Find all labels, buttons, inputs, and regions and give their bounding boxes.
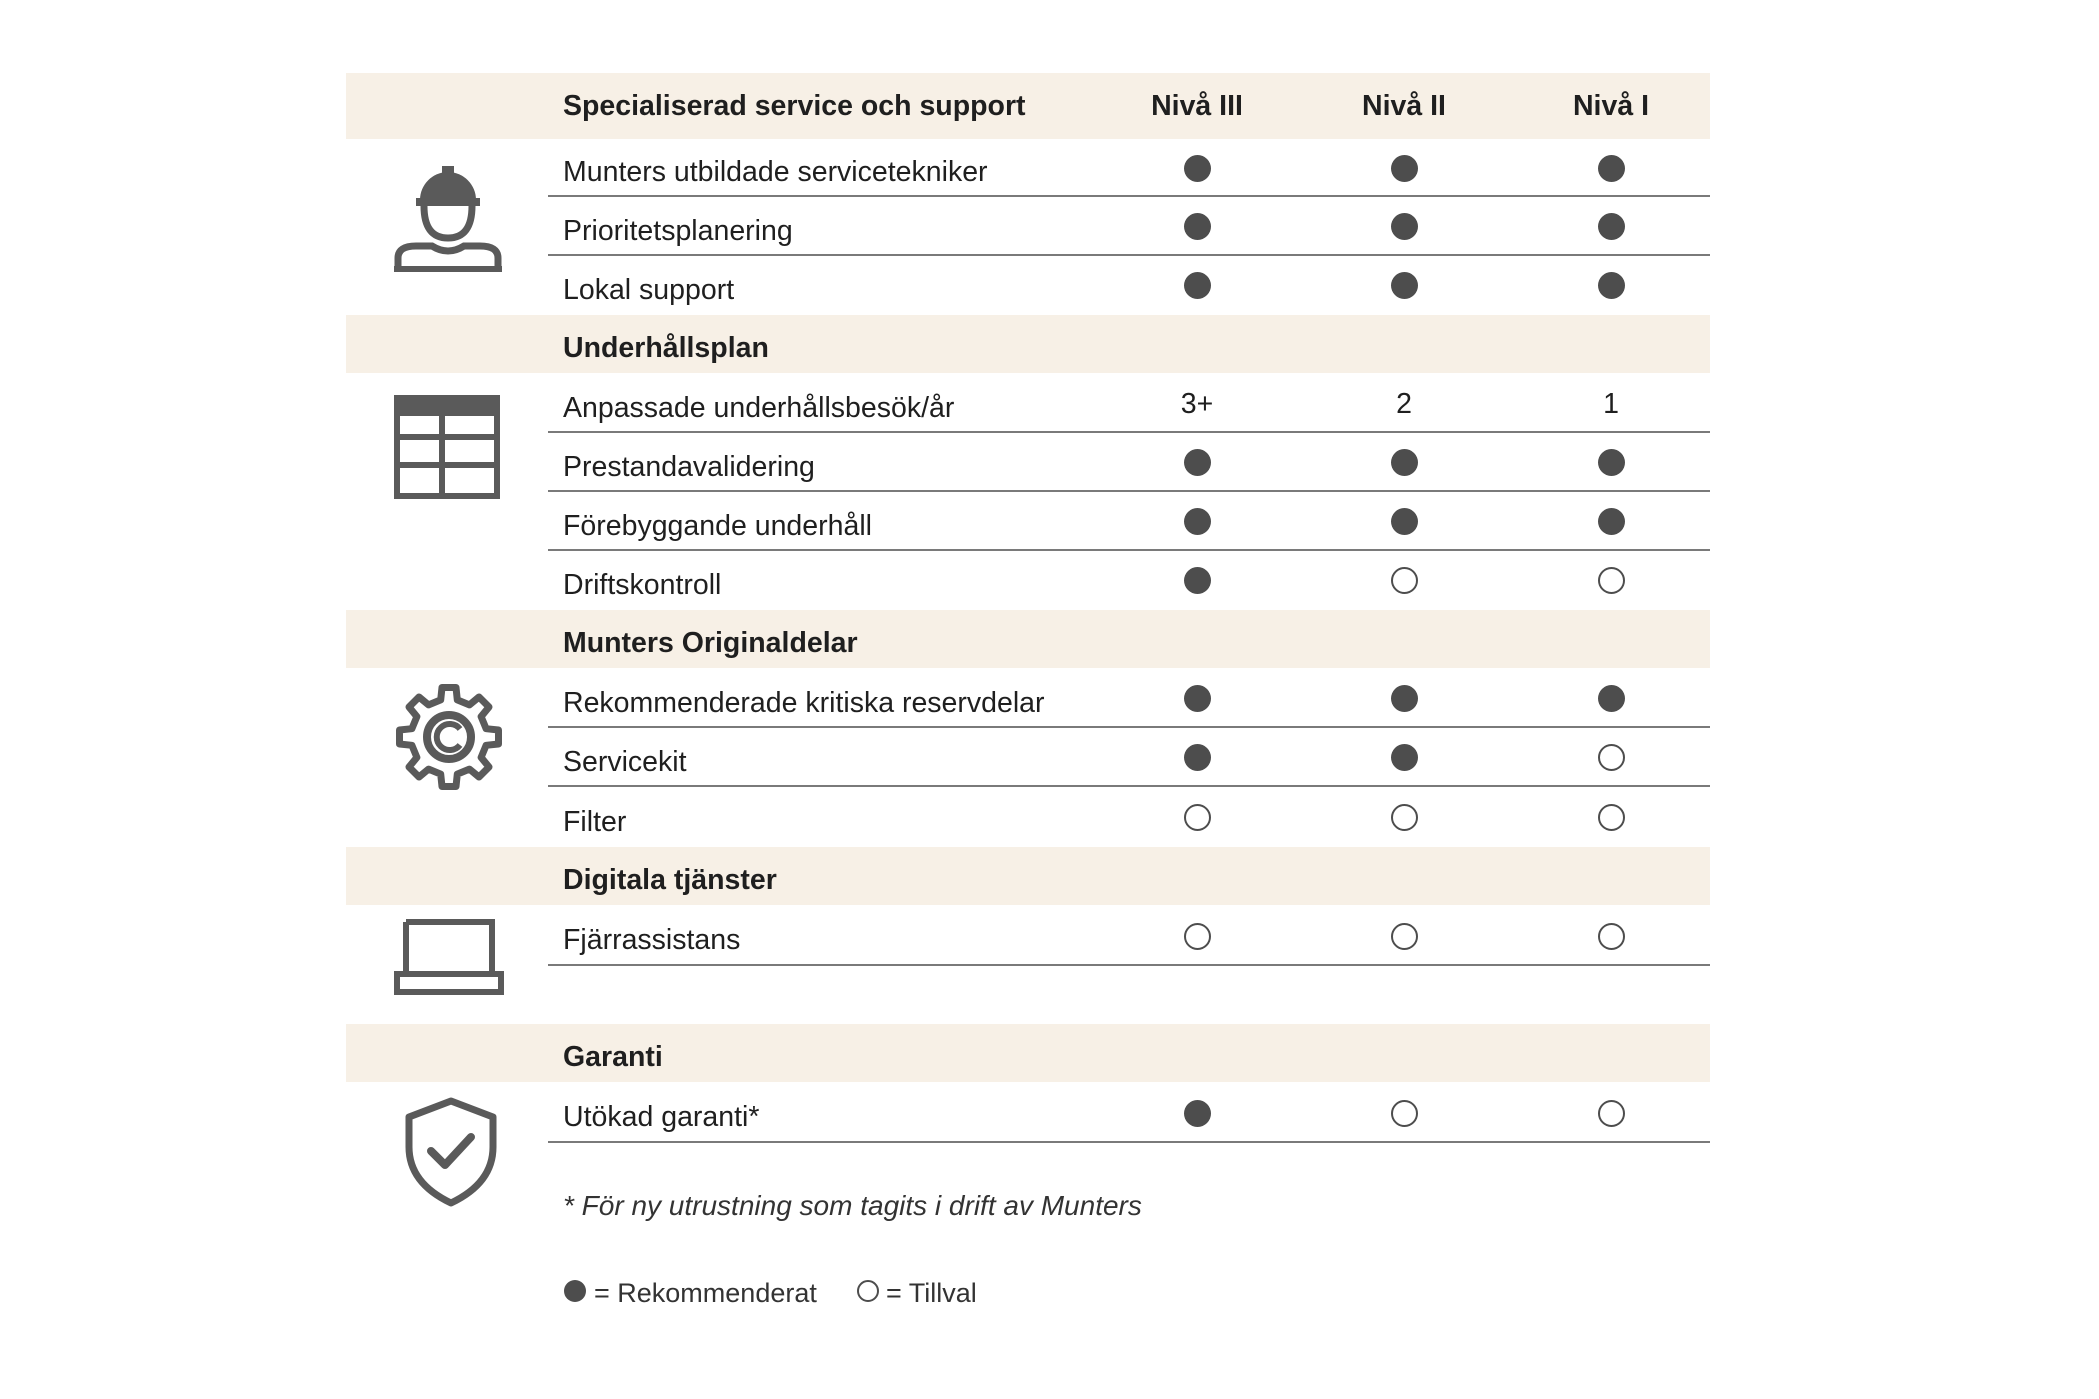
optional-circle-icon xyxy=(1184,923,1211,950)
header-band xyxy=(346,73,1710,139)
gear-icon xyxy=(394,682,504,792)
recommended-dot-icon xyxy=(1184,1100,1211,1127)
optional-circle-icon xyxy=(1598,744,1625,771)
section-band xyxy=(346,847,1710,905)
recommended-dot-icon xyxy=(1184,155,1211,182)
row-label: Prioritetsplanering xyxy=(563,215,793,247)
optional-circle-icon xyxy=(1391,804,1418,831)
recommended-dot-icon xyxy=(1391,272,1418,299)
row-divider xyxy=(548,490,1710,492)
recommended-dot-icon xyxy=(1184,508,1211,535)
legend-recommended-icon xyxy=(564,1280,586,1302)
column-header-niva-2: Nivå II xyxy=(1362,90,1446,122)
optional-circle-icon xyxy=(1598,567,1625,594)
row-label: Förebyggande underhåll xyxy=(563,510,872,542)
recommended-dot-icon xyxy=(1391,508,1418,535)
recommended-dot-icon xyxy=(1598,449,1625,476)
row-label: Prestandavalidering xyxy=(563,451,815,483)
section-title: Underhållsplan xyxy=(563,332,769,364)
cell-value: 2 xyxy=(1396,388,1412,420)
row-divider xyxy=(548,1141,1710,1143)
row-label: Servicekit xyxy=(563,746,687,778)
row-label: Lokal support xyxy=(563,274,735,306)
section-title: Digitala tjänster xyxy=(563,864,777,896)
recommended-dot-icon xyxy=(1184,744,1211,771)
recommended-dot-icon xyxy=(1391,685,1418,712)
row-divider xyxy=(548,785,1710,787)
footnote: * För ny utrustning som tagits i drift av Munters xyxy=(563,1190,1142,1221)
recommended-dot-icon xyxy=(1598,213,1625,240)
recommended-dot-icon xyxy=(1184,685,1211,712)
technician-helmet-icon xyxy=(392,160,504,276)
legend-recommended-label: = Rekommenderat xyxy=(594,1278,817,1308)
optional-circle-icon xyxy=(1598,1100,1625,1127)
row-label: Fjärrassistans xyxy=(563,924,741,956)
row-divider xyxy=(548,726,1710,728)
row-label: Utökad garanti* xyxy=(563,1101,760,1133)
optional-circle-icon xyxy=(1391,567,1418,594)
row-divider xyxy=(548,254,1710,256)
optional-circle-icon xyxy=(1598,804,1625,831)
row-divider xyxy=(548,431,1710,433)
recommended-dot-icon xyxy=(1598,272,1625,299)
section-title: Munters Originaldelar xyxy=(563,627,858,659)
row-label: Anpassade underhållsbesök/år xyxy=(563,392,955,424)
section-band xyxy=(346,1024,1710,1082)
recommended-dot-icon xyxy=(1391,155,1418,182)
optional-circle-icon xyxy=(1391,923,1418,950)
row-label: Rekommenderade kritiska reservdelar xyxy=(563,687,1045,719)
table-grid-icon xyxy=(394,395,500,499)
recommended-dot-icon xyxy=(1184,449,1211,476)
optional-circle-icon xyxy=(1391,1100,1418,1127)
legend-optional-icon xyxy=(857,1280,879,1302)
recommended-dot-icon xyxy=(1184,272,1211,299)
row-divider xyxy=(548,964,1710,966)
section-title: Garanti xyxy=(563,1041,663,1073)
recommended-dot-icon xyxy=(1391,449,1418,476)
column-header-niva-3: Nivå III xyxy=(1151,90,1243,122)
recommended-dot-icon xyxy=(1598,508,1625,535)
legend-optional-label: = Tillval xyxy=(886,1278,977,1308)
recommended-dot-icon xyxy=(1391,213,1418,240)
row-label: Munters utbildade servicetekniker xyxy=(563,156,988,188)
optional-circle-icon xyxy=(1598,923,1625,950)
recommended-dot-icon xyxy=(1184,567,1211,594)
recommended-dot-icon xyxy=(1598,155,1625,182)
recommended-dot-icon xyxy=(1598,685,1625,712)
cell-value: 1 xyxy=(1603,388,1619,420)
header-title: Specialiserad service och support xyxy=(563,90,1026,122)
row-divider xyxy=(548,549,1710,551)
recommended-dot-icon xyxy=(1184,213,1211,240)
laptop-icon xyxy=(394,918,504,998)
section-band xyxy=(346,315,1710,373)
row-label: Filter xyxy=(563,806,627,838)
section-band xyxy=(346,610,1710,668)
optional-circle-icon xyxy=(1184,804,1211,831)
recommended-dot-icon xyxy=(1391,744,1418,771)
column-header-niva-1: Nivå I xyxy=(1572,90,1650,122)
cell-value: 3+ xyxy=(1180,388,1214,420)
row-label: Driftskontroll xyxy=(563,569,722,601)
shield-check-icon xyxy=(403,1097,499,1207)
row-divider xyxy=(548,195,1710,197)
